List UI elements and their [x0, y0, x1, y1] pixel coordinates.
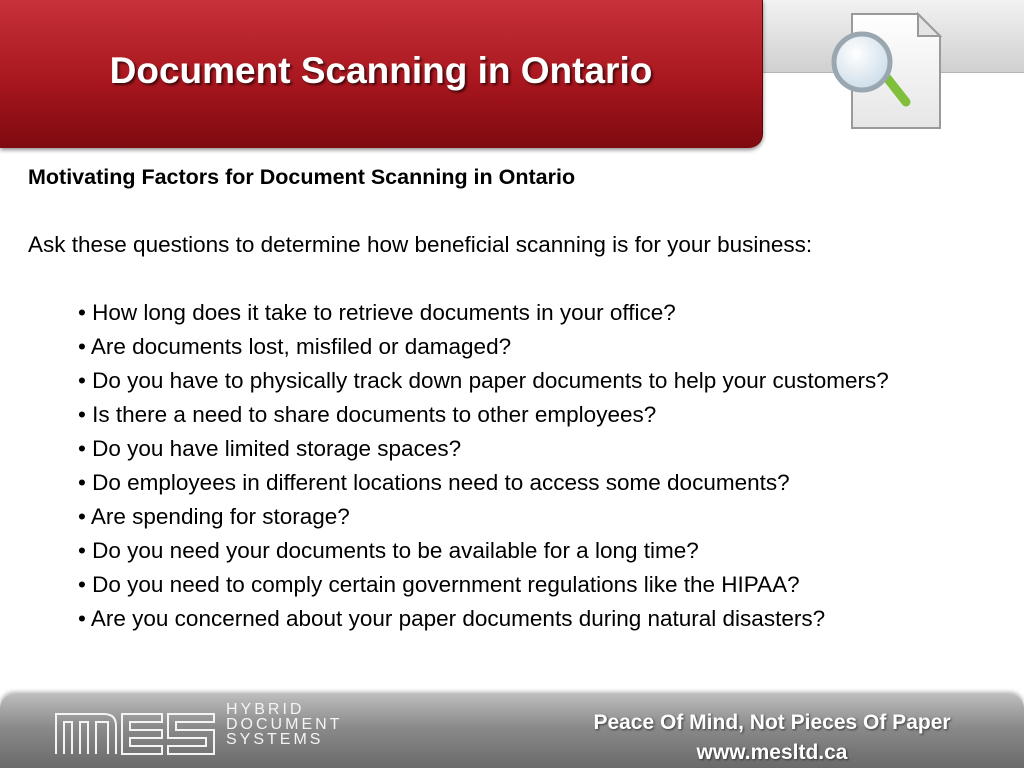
list-item-text: Do employees in different locations need to access some documents? — [92, 470, 790, 495]
list-item: • Do you have limited storage spaces? — [78, 436, 462, 461]
footer — [0, 694, 1024, 768]
list-item-text: Are documents lost, misfiled or damaged? — [90, 334, 512, 359]
tagline-text: Peace Of Mind, Not Pieces Of Paper — [593, 711, 951, 734]
content-heading: Motivating Factors for Document Scanning in Ontario — [28, 165, 576, 189]
list-item: • Do you need your documents to be available for a long time? — [78, 538, 699, 563]
content — [28, 160, 988, 636]
list-item-text: Do you have limited storage spaces? — [92, 436, 462, 461]
list-item: • Do employees in different locations need to access some documents? — [78, 470, 790, 495]
slide-title: Document Scanning in Ontario — [109, 50, 653, 91]
intro-text: Ask these questions to determine how beneficial scanning is for your business: — [28, 232, 813, 257]
list-item: • Do you have to physically track down paper documents to help your customers? — [78, 368, 889, 393]
logo-line: SYSTEMS — [226, 731, 324, 748]
list-item-text: Do you need to comply certain government regulations like the HIPAA? — [92, 572, 800, 597]
list-item-text: Do you have to physically track down paper documents to help your customers? — [92, 368, 889, 393]
list-item: • Are spending for storage? — [78, 504, 350, 529]
list-item: • Do you need to comply certain government regulations like the HIPAA? — [78, 572, 800, 597]
footer-tagline — [562, 708, 982, 768]
title-banner — [0, 0, 763, 148]
list-item: • Are documents lost, misfiled or damaged? — [78, 334, 512, 359]
list-item-text: How long does it take to retrieve documents in your office? — [92, 300, 676, 325]
logo-line: DOCUMENT — [226, 716, 343, 733]
question-list — [28, 296, 988, 636]
list-item: • How long does it take to retrieve documents in your office? — [78, 300, 676, 325]
list-item-text: Is there a need to share documents to other employees? — [92, 402, 657, 427]
list-item-text: Are spending for storage? — [90, 504, 350, 529]
logo-wordmark — [226, 702, 342, 747]
list-item: • Is there a need to share documents to other employees? — [78, 402, 657, 427]
list-item-text: Do you need your documents to be available for a long time? — [92, 538, 699, 563]
website-link[interactable]: www.mesltd.ca — [696, 741, 848, 764]
list-item: • Are you concerned about your paper documents during natural disasters? — [78, 606, 826, 631]
document-search-icon — [822, 8, 948, 136]
list-item-text: Are you concerned about your paper documents during natural disasters? — [90, 606, 826, 631]
logo-line: HYBRID — [226, 701, 305, 718]
